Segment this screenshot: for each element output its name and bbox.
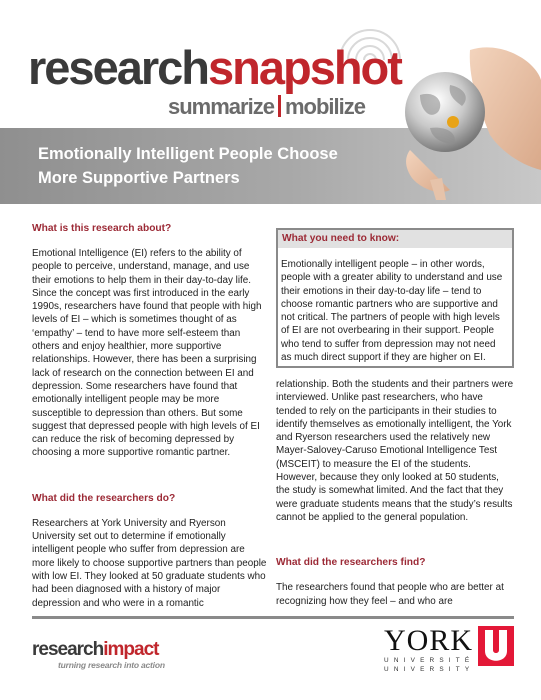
section-heading-find: What did the researchers find? — [276, 557, 426, 569]
callout-heading: What you need to know: — [278, 230, 512, 248]
impact-logo-word-impact: impact — [103, 639, 159, 660]
key-points-callout — [276, 228, 514, 368]
impact-logo-tagline: turning research into action — [58, 660, 165, 670]
section-body-do: Researchers at York University and Ryerson University set out to determine if emotionally intelligent people who suffer from depression are more likely to choose supportive partners than people with low EI. They looked at 50 graduate students who had been diagnosed with a history of major depression and who were in a romantic — [32, 517, 267, 609]
left-column — [32, 222, 268, 610]
york-name: YORK — [384, 624, 474, 657]
hands-holding-globe-image — [350, 40, 541, 200]
brand-word-snapshot: snapshot — [208, 41, 401, 94]
york-university-logo — [384, 626, 474, 674]
tagline-summarize: summarize — [168, 94, 274, 119]
continued-text: relationship. Both the students and their partners were interviewed. Unlike past researchers, who have tended to rely on the participants in their studies to identify themselves as emotionally intelligent, the York and Ryerson researchers used the relatively new Mayer-Salovey-Caruso Emotional Intelligence Test (MSCEIT) to measure the EI of the students. However, because they only looked at 50 students, the study is somewhat limited. And the fact that they were graduate students means that the study’s results cannot be applied to the general population. — [276, 379, 514, 523]
header — [0, 0, 541, 212]
research-impact-logo — [32, 640, 158, 660]
tagline-separator — [278, 95, 281, 117]
research-snapshot-logo — [28, 41, 401, 94]
section-heading-about: What is this research about? — [32, 223, 172, 234]
callout-body: Emotionally intelligent people – in other words, people with a greater ability to understand and use their emotions in their day-to-day life – tend to choose romantic partners who are supportive and not critical. The partners of people with high levels of EI are not overbearing in their support. People who tend to suffer from depression may not need as much direct support if they are higher on EI. — [281, 259, 503, 364]
york-line-university: UNIVERSITY — [384, 666, 475, 673]
right-column — [276, 378, 514, 608]
impact-logo-word-research: research — [32, 639, 104, 660]
section-body-find: The researchers found that people who are better at recognizing how they feel – and who are — [276, 582, 504, 607]
york-u-emblem-icon — [478, 626, 514, 666]
section-body-about: Emotional Intelligence (EI) refers to the ability of people to perceive, understand, manage, and use their emotions to help them in their day-to-day life. Since the concept was first introduced in the early 1990s, researchers have found that people with high levels of EI – which is sometimes thought of as ‘empathy’ – tend to have more self-esteem than others and enjoy healthier, more supportive relationships. However, there has been a surprising lack of research on the connection between EI and depression. Some researchers have found that emotionally intelligent people may be more susceptible to depression than others. But some suggest that depressed people with high levels of EI can reduce the risk of becoming depressed by choosing a more supportive romantic partner. — [32, 248, 262, 459]
brand-word-research: research — [28, 41, 208, 94]
title-line-2: More Supportive Partners — [38, 169, 240, 187]
document-title — [38, 142, 368, 190]
footer-divider — [32, 616, 514, 619]
york-line-universite: UNIVERSITÉ — [384, 657, 475, 664]
brand-tagline — [168, 94, 365, 120]
tagline-mobilize: mobilize — [284, 94, 365, 119]
section-heading-do: What did the researchers do? — [32, 492, 176, 504]
title-line-1: Emotionally Intelligent People Choose — [38, 145, 338, 163]
